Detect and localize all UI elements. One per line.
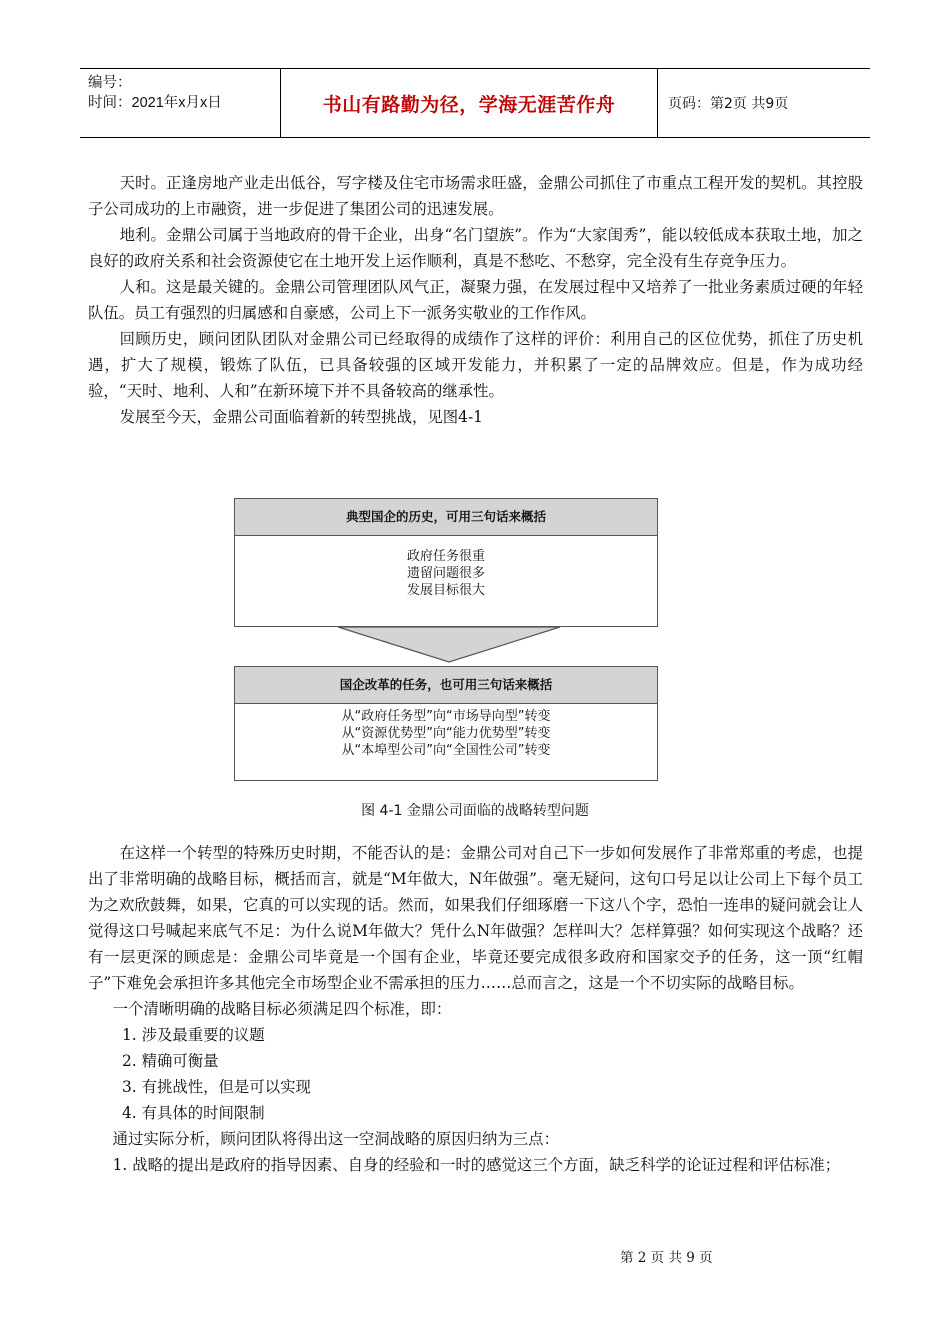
header-motto-cell xyxy=(280,69,658,137)
history-line: 发展目标很大 xyxy=(406,583,485,598)
page-label: 页码：第2页 共9页 xyxy=(668,96,789,112)
number-label: 编号： xyxy=(88,75,132,91)
history-line: 遗留问题很多 xyxy=(406,566,485,581)
paragraph: 1. 战略的提出是政府的指导因素、自身的经验和一时的感觉这三个方面，缺乏科学的论证过程和评估标准； xyxy=(112,1156,841,1174)
reform-line: 从“资源优势型”向“能力优势型”转变 xyxy=(341,726,551,741)
history-line: 政府任务很重 xyxy=(406,549,485,564)
reform-line: 从“政府任务型”向“市场导向型”转变 xyxy=(341,709,551,724)
header-meta xyxy=(80,69,280,137)
reform-line: 从“本埠型公司”向“全国性公司”转变 xyxy=(341,743,551,758)
history-box-body xyxy=(235,536,657,599)
paragraph: 通过实际分析，顾问团队将得出这一空洞战略的原因归纳为三点： xyxy=(112,1130,559,1148)
history-box-title: 典型国企的历史，可用三句话来概括 xyxy=(235,499,657,536)
down-arrow-icon xyxy=(334,626,564,664)
reform-box-body xyxy=(235,704,657,759)
paragraph: 发展至今天，金鼎公司面临着新的转型挑战，见图4-1 xyxy=(119,408,483,426)
paragraph: 人和。这是最关键的。金鼎公司管理团队风气正，凝聚力强，在发展过程中又培养了一批业务素质过硬的年轻队伍。员工有强烈的归属感和自豪感，公司上下一派务实敬业的工作作风。 xyxy=(88,278,863,322)
reform-box-title: 国企改革的任务，也可用三句话来概括 xyxy=(235,667,657,704)
paragraph: 地利。金鼎公司属于当地政府的骨干企业，出身“名门望族”。作为“大家闺秀”，能以较低成本获取土地，加之良好的政府关系和社会资源使它在土地开发上运作顺利，真是不愁吃、不愁穿，完全没有生存竞争压力。 xyxy=(88,226,863,270)
criteria-item: 4. 有具体的时间限制 xyxy=(122,1104,265,1122)
paragraph: 一个清晰明确的战略目标必须满足四个标准，即： xyxy=(112,1000,452,1018)
figure-caption: 图 4-1 金鼎公司面临的战略转型问题 xyxy=(361,803,589,819)
page-header xyxy=(80,68,870,138)
criteria-item: 1. 涉及最重要的议题 xyxy=(122,1026,265,1044)
body-bottom xyxy=(88,840,863,1178)
criteria-item: 2. 精确可衡量 xyxy=(122,1052,219,1070)
page-footer: 第 2 页 共 9 页 xyxy=(620,1250,713,1266)
reform-box xyxy=(234,666,658,781)
history-box xyxy=(234,498,658,627)
body-top xyxy=(88,170,863,430)
header-motto: 书山有路勤为径，学海无涯苦作舟 xyxy=(322,93,616,116)
paragraph: 在这样一个转型的特殊历史时期，不能否认的是：金鼎公司对自己下一步如何发展作了非常郑重的考虑，也提出了非常明确的战略目标，概括而言，就是“M年做大，N年做强”。毫无疑问，这句口号足以让公司上下每个员工为之欢欣鼓舞，如果，它真的可以实现的话。然而，如果我们仔细琢磨一下这八个字，恐怕一连串的疑问就会让人觉得这口号喊起来底气不足：为什么说M年做大？凭什么N年做强？怎样叫大？怎样算强？如何实现这个战略？还有一层更深的顾虑是：金鼎公司毕竟是一个国有企业，毕竟还要完成很多政府和国家交予的任务，这一顶“红帽子”下难免会承担许多其他完全市场型企业不需承担的压力……总而言之，这是一个不切实际的战略目标。 xyxy=(88,844,863,992)
date-label: 时间：2021年x月x日 xyxy=(88,95,222,111)
paragraph: 回顾历史，顾问团队团队对金鼎公司已经取得的成绩作了这样的评价：利用自己的区位优势，抓住了历史机遇，扩大了规模，锻炼了队伍，已具备较强的区域开发能力，并积累了一定的品牌效应。但是，作为成功经验，“天时、地利、人和”在新环境下并不具备较高的继承性。 xyxy=(88,330,863,400)
criteria-item: 3. 有挑战性，但是可以实现 xyxy=(122,1078,311,1096)
paragraph: 天时。正逢房地产业走出低谷，写字楼及住宅市场需求旺盛，金鼎公司抓住了市重点工程开发的契机。其控股子公司成功的上市融资，进一步促进了集团公司的迅速发展。 xyxy=(88,174,863,218)
header-page-cell xyxy=(658,69,870,137)
